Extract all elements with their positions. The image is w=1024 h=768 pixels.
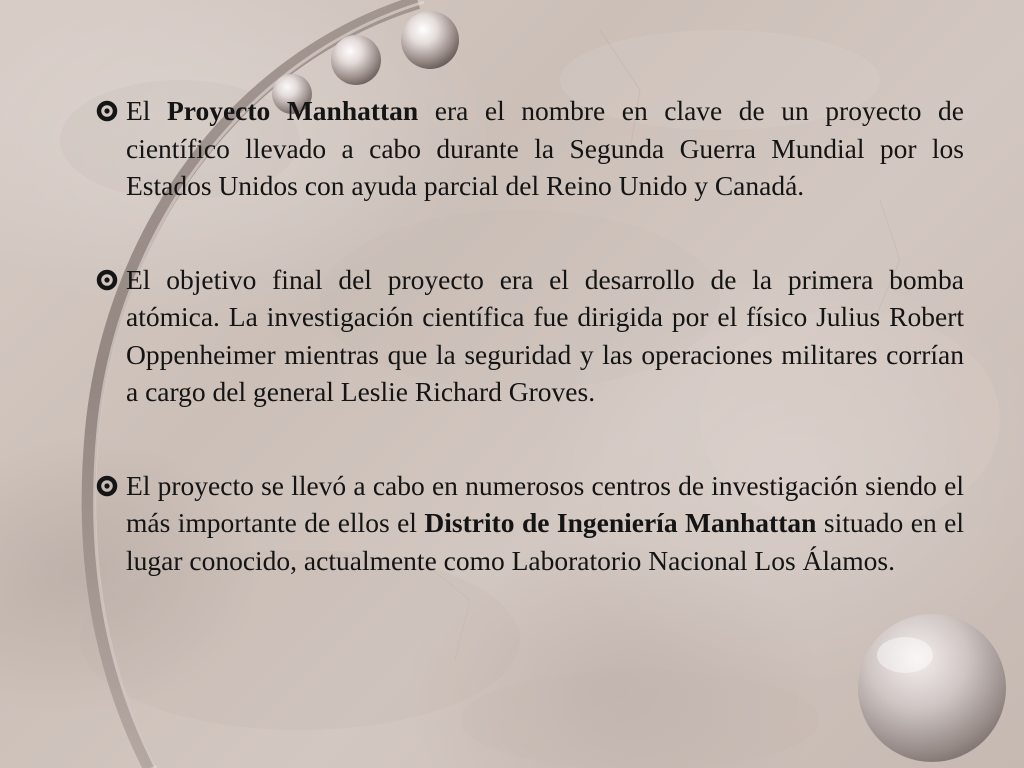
decorative-large-sphere bbox=[858, 614, 1006, 762]
bullet-item bbox=[94, 467, 964, 580]
bullet-list bbox=[94, 92, 964, 635]
bullet-text-pre: El bbox=[126, 95, 167, 126]
bullet-item bbox=[94, 92, 964, 205]
bullet-text-bold: Proyecto Manhattan bbox=[166, 95, 419, 126]
bullet-text-post: era el nombre en clave de un proyecto de científico llevado a cabo durante la Segunda Guerra Mundial por los Estados Unidos con ayuda parcial del Reino Unido y Canadá. bbox=[126, 95, 964, 201]
circle-dot-icon bbox=[96, 475, 118, 497]
circle-dot-icon bbox=[96, 100, 118, 122]
circle-dot-icon bbox=[96, 269, 118, 291]
bullet-item bbox=[94, 261, 964, 411]
bullet-text-pre: El objetivo final del proyecto era el desarrollo de la primera bomba atómica. La investigación científica fue dirigida por el físico Julius Robert Oppenheimer mientras que la seguridad y las operaciones militares corrían a cargo del general Leslie Richard Groves. bbox=[126, 263, 964, 407]
bullet-text-pre: El proyecto se llevó a cabo en numerosos centros de investigación siendo el más importante de ellos el bbox=[126, 469, 964, 538]
bullet-text-bold: Distrito de Ingeniería Manhattan bbox=[424, 507, 817, 538]
bullet-text-post: situado en el lugar conocido, actualmente como Laboratorio Nacional Los Álamos. bbox=[126, 507, 964, 576]
